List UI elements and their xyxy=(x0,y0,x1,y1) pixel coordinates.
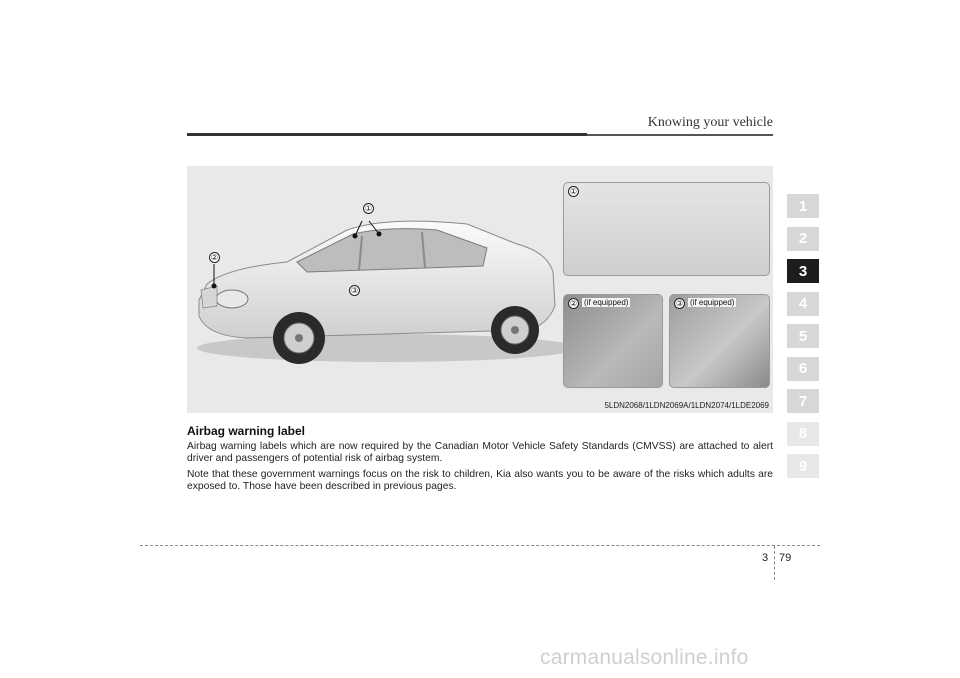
chapter-tab-7[interactable]: 7 xyxy=(787,389,819,413)
chapter-tabs xyxy=(787,194,819,487)
chapter-tab-5[interactable]: 5 xyxy=(787,324,819,348)
section-title: Airbag warning label xyxy=(187,424,306,438)
footer-page-number: 79 xyxy=(779,552,792,564)
airbag-label-figure xyxy=(187,166,773,413)
inset-headliner xyxy=(563,182,770,276)
footer-chapter-number: 3 xyxy=(762,552,769,564)
inset-marker-3: ③ xyxy=(675,299,684,308)
inset-marker-2: ② xyxy=(569,299,578,308)
chapter-tab-2[interactable]: 2 xyxy=(787,227,819,251)
header-title: Knowing your vehicle xyxy=(647,115,773,130)
figure-code: 5LDN2068/1LDN2069A/1LDN2074/1LDE2069 xyxy=(604,401,769,410)
paragraph-1: Airbag warning labels which are now required by the Canadian Motor Vehicle Safety Standards (CMVSS) are attached to alert driver and passengers of potential risk of airbag system. xyxy=(187,441,773,464)
chapter-tab-9[interactable]: 9 xyxy=(787,454,819,478)
chapter-tab-4[interactable]: 4 xyxy=(787,292,819,316)
chapter-tab-1[interactable]: 1 xyxy=(787,194,819,218)
equipped-note-left: (if equipped) xyxy=(584,298,629,307)
inset-sunvisor xyxy=(563,294,663,388)
watermark: carmanualsonline.info xyxy=(540,646,749,669)
equipped-note-right: (if equipped) xyxy=(690,298,735,307)
marker-1: ① xyxy=(364,204,373,213)
paragraph-2: Note that these government warnings focus on the risk to children, Kia also wants you to be aware of the risks which adults are exposed to. Those have been described in previous pages. xyxy=(187,469,773,492)
footer-divider xyxy=(774,546,775,580)
inset-marker-1: ① xyxy=(569,187,578,196)
chapter-tab-6[interactable]: 6 xyxy=(787,357,819,381)
marker-3: ③ xyxy=(350,286,359,295)
marker-2: ② xyxy=(210,253,219,262)
header-rule-accent xyxy=(187,133,587,136)
chapter-tab-3[interactable]: 3 xyxy=(787,259,819,283)
chapter-tab-8[interactable]: 8 xyxy=(787,422,819,446)
inset-pillar xyxy=(669,294,770,388)
footer-rule xyxy=(140,545,820,546)
